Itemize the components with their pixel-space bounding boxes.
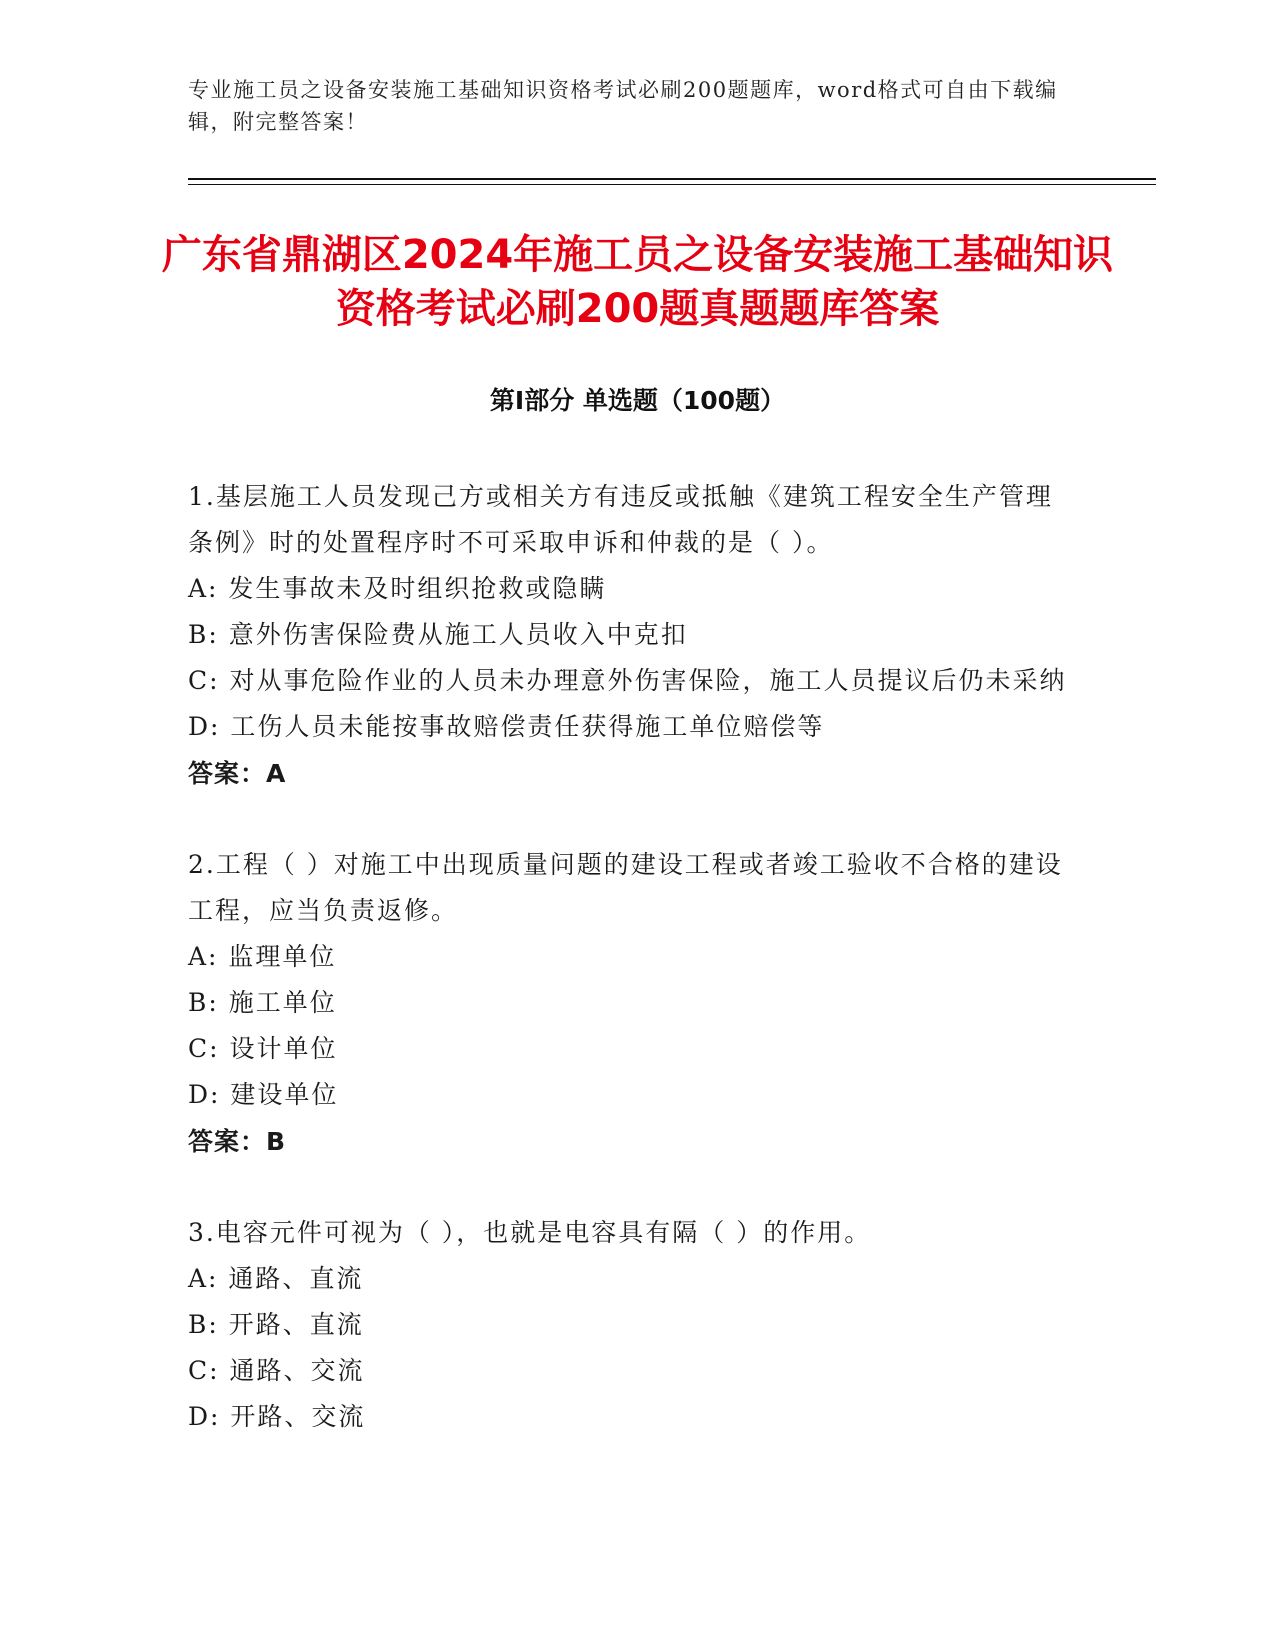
header-rule-thick [188, 178, 1156, 180]
question-3 [188, 1210, 1068, 1440]
header-rule-thin [188, 184, 1156, 185]
question-2 [188, 842, 1068, 1166]
answer-label: 答案：B [188, 1127, 287, 1156]
section-heading: 第Ⅰ部分 单选题（100题） [489, 386, 786, 415]
option-b: B: 开路、直流 [188, 1310, 364, 1339]
question-list [188, 474, 1068, 1484]
option-d: D: 开路、交流 [188, 1402, 366, 1431]
option-a: A: 监理单位 [188, 942, 337, 971]
option-c: C: 对从事危险作业的人员未办理意外伤害保险，施工人员提议后仍未采纳 [188, 666, 1067, 695]
option-d: D: 建设单位 [188, 1080, 339, 1109]
question-stem: 2.工程（ ）对施工中出现质量问题的建设工程或者竣工验收不合格的建设工程，应当负责返修。 [188, 850, 1063, 925]
option-b: B: 意外伤害保险费从施工人员收入中克扣 [188, 620, 688, 649]
question-stem: 3.电容元件可视为（ ），也就是电容具有隔（ ）的作用。 [188, 1218, 872, 1247]
document-title: 广东省鼎湖区2024年施工员之设备安装施工基础知识资格考试必刷200题真题题库答案 [161, 232, 1114, 332]
header-note: 专业施工员之设备安装施工基础知识资格考试必刷200题题库，word格式可自由下载编辑，附完整答案！ [188, 78, 1058, 134]
option-a: A: 发生事故未及时组织抢救或隐瞒 [188, 574, 607, 603]
option-a: A: 通路、直流 [188, 1264, 364, 1293]
option-c: C: 通路、交流 [188, 1356, 365, 1385]
option-b: B: 施工单位 [188, 988, 337, 1017]
option-c: C: 设计单位 [188, 1034, 338, 1063]
option-d: D: 工伤人员未能按事故赔偿责任获得施工单位赔偿等 [188, 712, 825, 741]
question-stem: 1.基层施工人员发现己方或相关方有违反或抵触《建筑工程安全生产管理条例》时的处置程序时不可采取申诉和仲裁的是（ ）。 [188, 482, 1053, 557]
question-1 [188, 474, 1068, 798]
answer-label: 答案：A [188, 759, 287, 788]
